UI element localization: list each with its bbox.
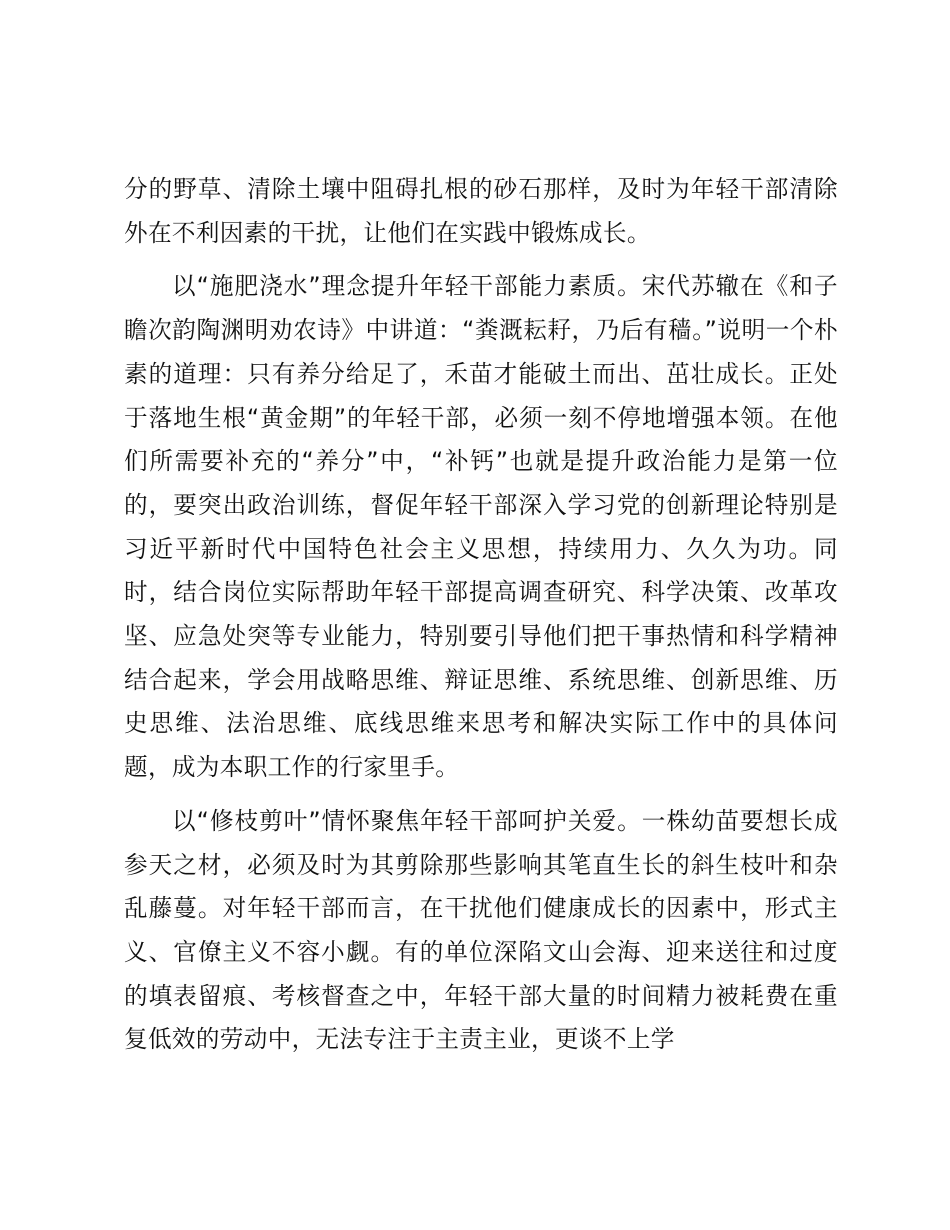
paragraph-pruning-care: 以“修枝剪叶”情怀聚焦年轻干部呵护关爱。一株幼苗要想长成参天之材，必须及时为其剪除那些影响其笔直生长的斜生枝叶和杂乱藤蔓。对年轻干部而言，在干扰他们健康成长的因素中，形式主义、官僚主义不容小觑。有的单位深陷文山会海、迎来送往和过度的填表留痕、考核督查之中，年轻干部大量的时间精力被耗费在重复低效的劳动中，无法专注于主责主业，更谈不上学 [124, 806, 838, 1054]
body-text [124, 168, 838, 1072]
paragraph-fertilize-watering: 以“施肥浇水”理念提升年轻干部能力素质。宋代苏辙在《和子瞻次韵陶渊明劝农诗》中讲道：“粪溉耘耔，乃后有穑。”说明一个朴素的道理：只有养分给足了，禾苗才能破土而出、茁壮成长。正处于落地生根“黄金期”的年轻干部，必须一刻不停地增强本领。在他们所需要补充的“养分”中，“补钙”也就是提升政治能力是第一位的，要突出政治训练，督促年轻干部深入学习党的创新理论特别是习近平新时代中国特色社会主义思想，持续用力、久久为功。同时，结合岗位实际帮助年轻干部提高调查研究、科学决策、改革攻坚、应急处突等专业能力，特别要引导他们把干事热情和科学精神结合起来，学会用战略思维、辩证思维、系统思维、创新思维、历史思维、法治思维、底线思维来思考和解决实际工作中的具体问题，成为本职工作的行家里手。 [124, 272, 838, 782]
paragraph-continuation: 分的野草、清除土壤中阻碍扎根的砂石那样，及时为年轻干部清除外在不利因素的干扰，让他们在实践中锻炼成长。 [124, 175, 838, 247]
